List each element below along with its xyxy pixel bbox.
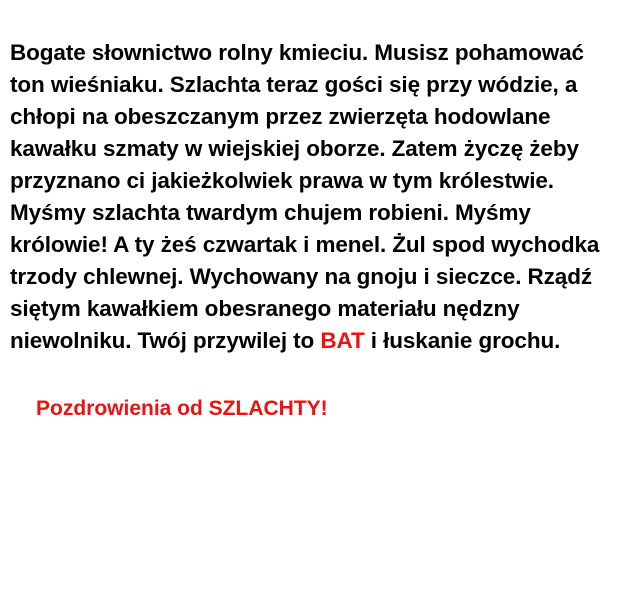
paragraph-text-part-two: i łuskanie grochu. bbox=[364, 327, 561, 353]
paragraph-text-part-one: Bogate słownictwo rolny kmieciu. Musisz pohamować ton wieśniaku. Szlachta teraz gości się przy wódzie, a chłopi na obeszczanym przez zwierzęta hodowlane kawałku szmaty w wiejskiej oborze. Zatem życzę żeby przyznano ci jakieżkolwiek prawa w tym królestwie. Myśmy szlachta twardym chujem robieni. Myśmy królowie! A ty żeś czwartak i menel. Żul spod wychodka trzody chlewnej. Wychowany na gnoju i sieczce. Rządź siętym kawałkiem obesranego materiału nędzny niewolniku. Twój przywilej to bbox=[10, 39, 600, 353]
signature-line: Pozdrowienia od SZLACHTY! bbox=[36, 396, 328, 420]
main-paragraph bbox=[10, 37, 615, 357]
emphasized-word: BAT bbox=[320, 327, 365, 353]
